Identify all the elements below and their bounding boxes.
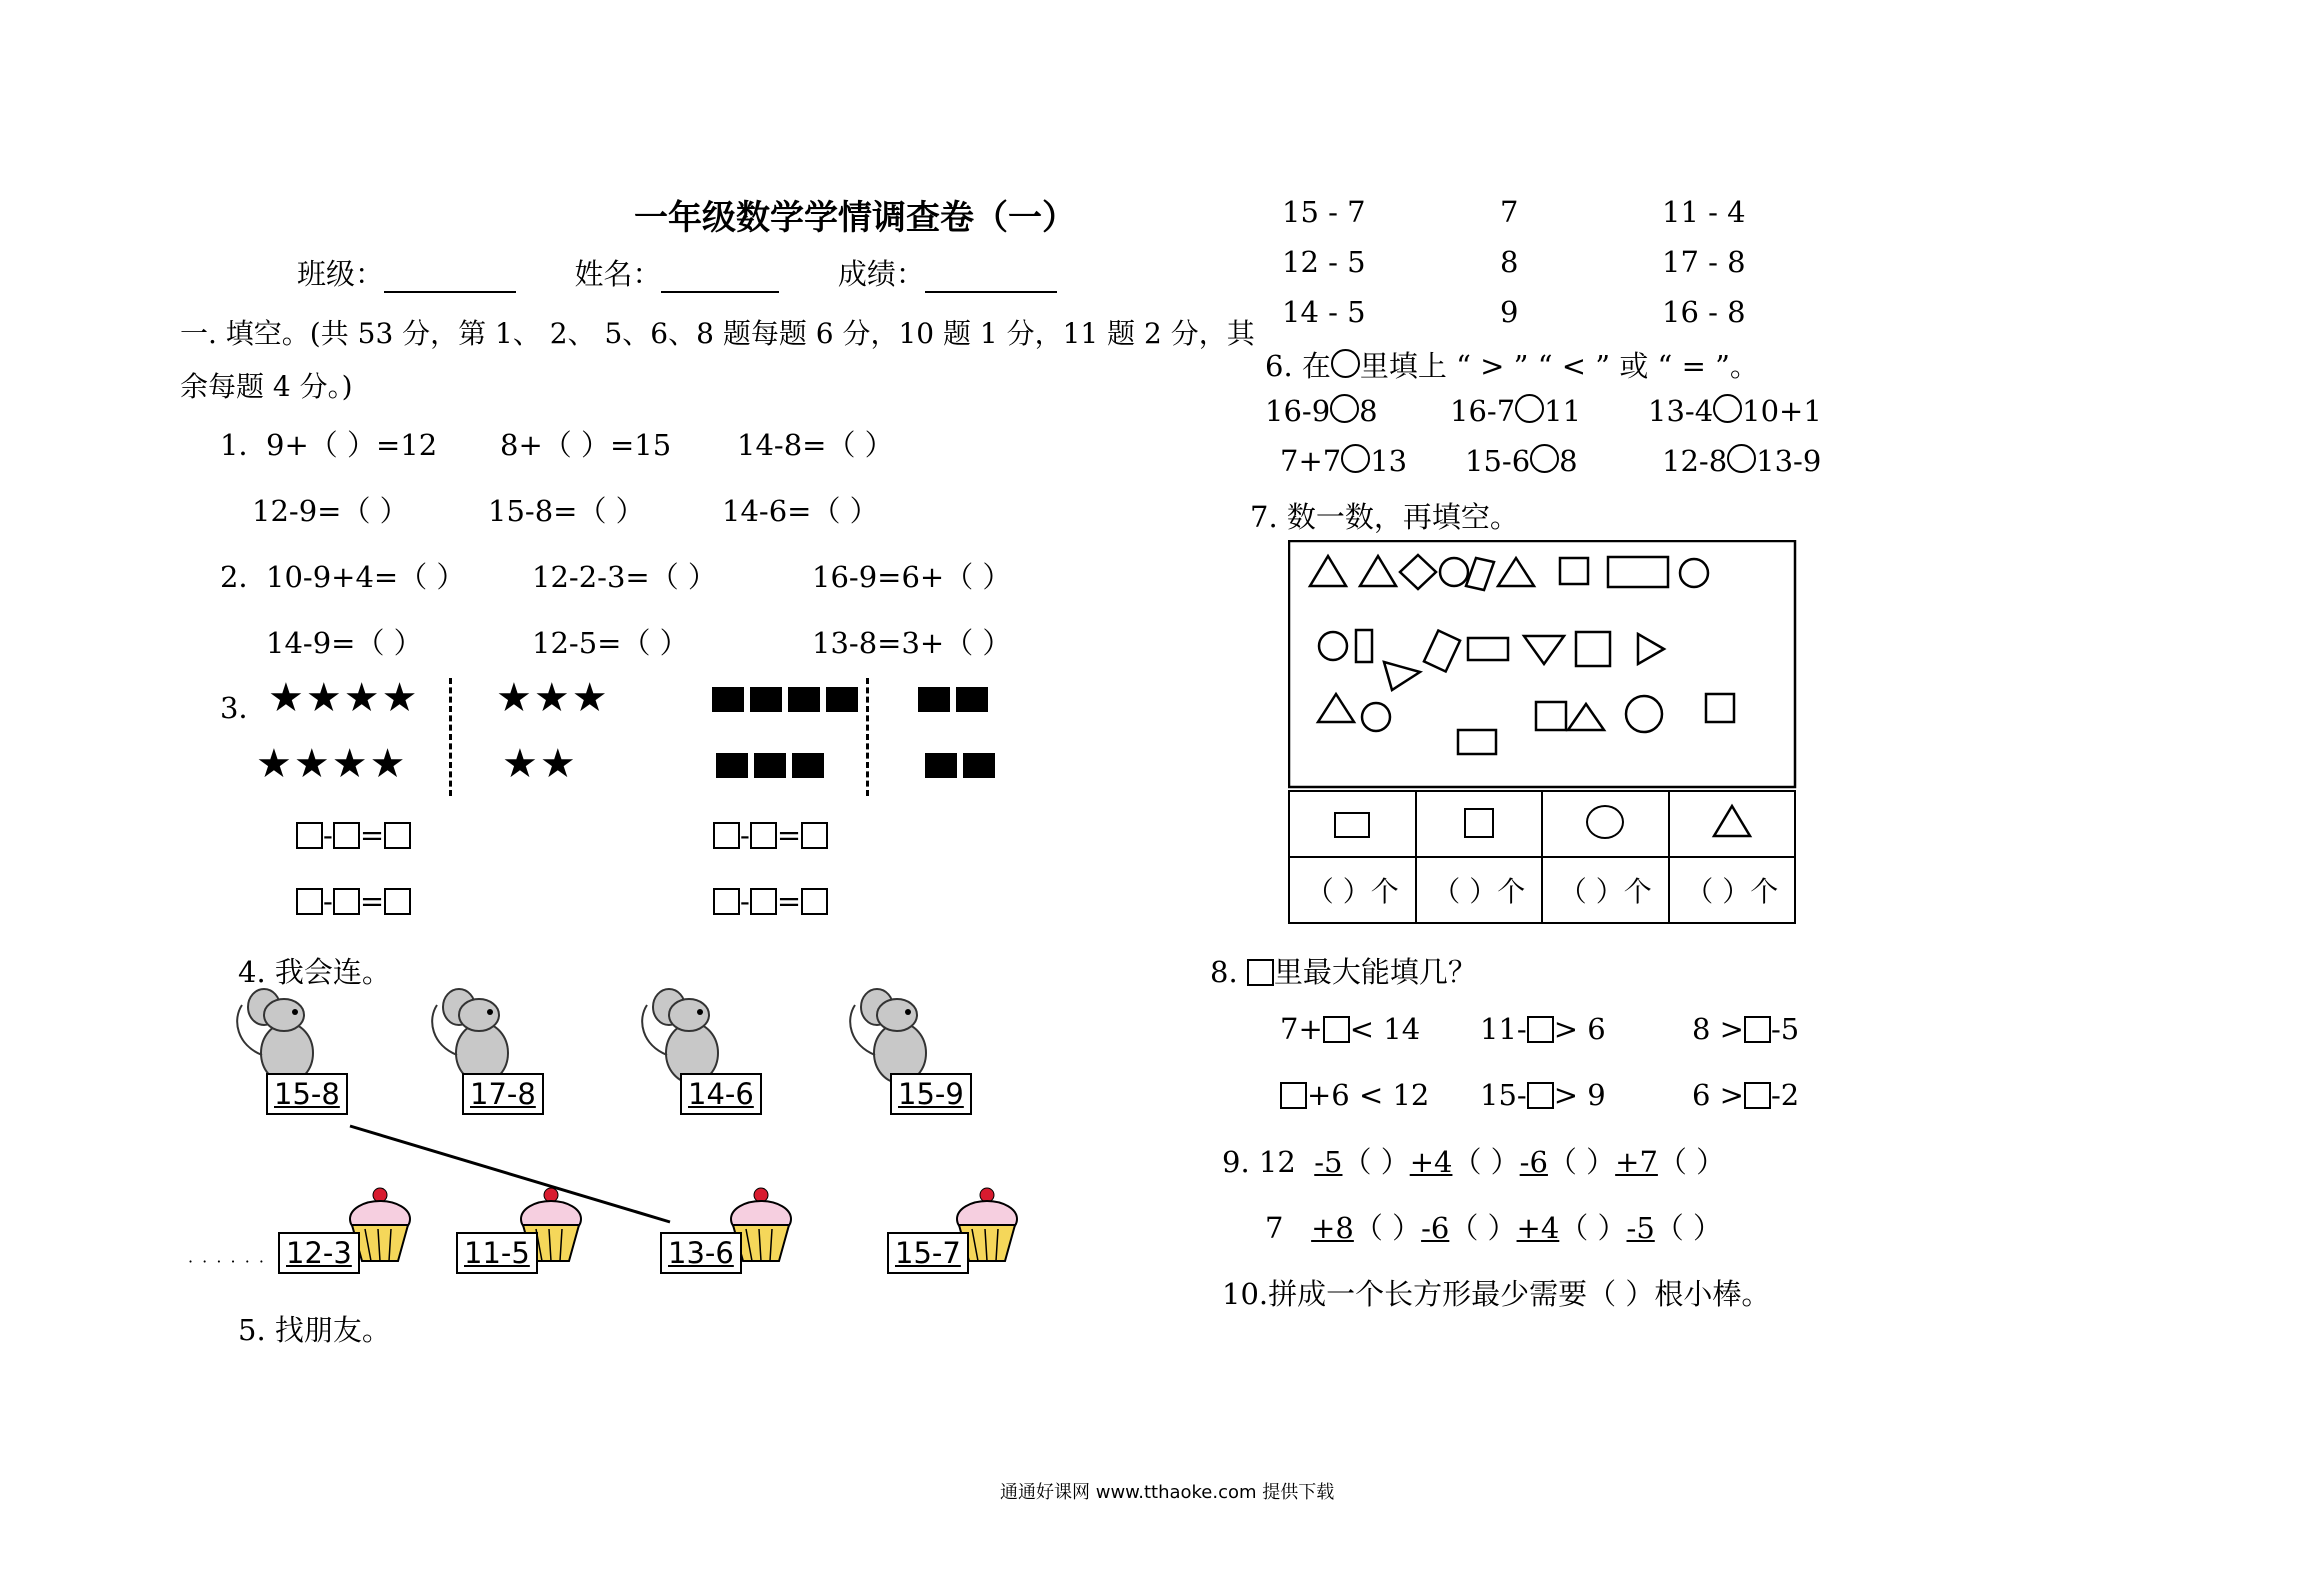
compare-item[interactable]: 12-8 13-9 [1662, 444, 1822, 478]
page-title: 一年级数学学情调查卷（一） [634, 198, 1076, 238]
mouse-label[interactable]: 14-6 [680, 1073, 762, 1115]
q2-item: 10-9+4=（ ） [266, 560, 466, 594]
q1-item: 14-6=（ ） [722, 494, 879, 528]
mouse-label[interactable]: 15-9 [890, 1073, 972, 1115]
friend-item: 15 - 7 [1282, 195, 1366, 229]
triangle-shape [1318, 694, 1354, 722]
divider [449, 678, 452, 796]
friend-item: 17 - 8 [1662, 245, 1746, 279]
triangle-shape [1498, 558, 1534, 586]
circle-icon [1331, 349, 1360, 378]
cupcake-label[interactable]: 15-7 [887, 1232, 969, 1274]
compare-item[interactable]: 13-4 10+1 [1648, 394, 1822, 428]
circle-icon [1586, 805, 1624, 839]
friend-item: 7 [1500, 195, 1519, 229]
section1-heading: 一. 填空。(共 53 分，第 1、 2、 5、6、8 题每题 6 分，10 题 1 分，11 题 2 分，其 [180, 317, 1255, 350]
q2-item: 14-9=（ ） [266, 626, 423, 660]
section1-heading-2: 余每题 4 分。) [180, 370, 353, 403]
score-label: 成绩： [837, 257, 925, 291]
square-group [712, 687, 864, 716]
friend-item: 8 [1500, 245, 1519, 279]
count-table [1288, 790, 1796, 924]
compare-item[interactable]: 15-6 8 [1465, 444, 1578, 478]
q9-chain[interactable]: 7 +8（ ）-6（ ）+4（ ）-5（ ） [1265, 1211, 1722, 1245]
count-cell[interactable]: （ ）个 [1542, 857, 1669, 923]
divider [866, 678, 869, 796]
rectangle-shape [1356, 630, 1372, 662]
friend-item: 16 - 8 [1662, 295, 1746, 329]
equation-boxes[interactable]: - = [296, 884, 411, 918]
mouse-label[interactable]: 17-8 [462, 1073, 544, 1115]
rectangle-shape [1424, 631, 1460, 672]
q1-item: 14-8=（ ） [737, 428, 894, 462]
friend-item: 14 - 5 [1282, 295, 1366, 329]
equation-boxes[interactable]: - = [713, 884, 828, 918]
footer-text: 通通好课网 www.tthaoke.com 提供下载 [1000, 1482, 1335, 1503]
q9-chain[interactable]: 9. 12 -5（ ）+4（ ）-6（ ）+7（ ） [1222, 1145, 1726, 1179]
triangle-icon [1710, 802, 1754, 840]
equation-boxes[interactable]: - = [296, 818, 411, 852]
square-shape [1706, 694, 1734, 722]
square-shape [1576, 632, 1610, 666]
shapes-panel [1288, 540, 1798, 790]
name-label: 姓名： [574, 257, 662, 291]
triangle-shape [1638, 634, 1664, 664]
score-field[interactable] [925, 263, 1057, 293]
diamond-shape [1400, 555, 1436, 589]
star-group: ★★★★ [268, 675, 420, 721]
rectangle-icon [1334, 812, 1370, 838]
count-cell[interactable]: （ ）个 [1669, 857, 1796, 923]
square-group [925, 753, 1001, 782]
q2-item: 12-2-3=（ ） [532, 560, 717, 594]
cupcake-label[interactable]: 11-5 [456, 1232, 538, 1274]
q1-item: 8+（ ）=15 [500, 428, 672, 462]
q5-label: 5. 找朋友。 [238, 1313, 391, 1347]
q7-label: 7. 数一数，再填空。 [1250, 500, 1519, 534]
rectangle-shape [1608, 557, 1668, 587]
q2-item: 16-9=6+（ ） [812, 560, 1012, 594]
compare-item[interactable]: 16-9 8 [1265, 394, 1378, 428]
name-field[interactable] [661, 263, 779, 293]
q4-label: 4. 我会连。 [238, 955, 391, 989]
compare-item[interactable]: 16-7 11 [1450, 394, 1582, 428]
q2-number: 2． [220, 560, 268, 594]
q1-number: 1． [220, 428, 268, 462]
cupcake-label[interactable]: 12-3 [278, 1232, 360, 1274]
q1-item: 12-9=（ ） [252, 494, 409, 528]
q6-label: 6. 在 里填上 “ > ” “ < ” 或 “ = ”。 [1265, 349, 1759, 383]
triangle-shape [1384, 662, 1420, 690]
q1-item: 9+（ ）=12 [266, 428, 438, 462]
q3-number: 3． [220, 691, 268, 725]
circle-shape [1362, 703, 1390, 731]
square-shape [1536, 702, 1566, 730]
fill-item[interactable]: 7+ < 14 [1280, 1012, 1421, 1046]
info-line [297, 252, 1057, 293]
friend-item: 12 - 5 [1282, 245, 1366, 279]
q1-item: 15-8=（ ） [488, 494, 645, 528]
star-group: ★★★★ [256, 741, 408, 787]
parallelogram-shape [1466, 558, 1494, 590]
circle-shape [1626, 696, 1662, 732]
fill-item[interactable]: 11- > 6 [1480, 1012, 1606, 1046]
triangle-shape [1524, 636, 1564, 664]
q2-item: 12-5=（ ） [532, 626, 689, 660]
circle-shape [1440, 558, 1468, 586]
fill-item[interactable]: 15- > 9 [1480, 1078, 1606, 1112]
fill-item[interactable]: 8 > -5 [1692, 1012, 1800, 1046]
count-cell[interactable]: （ ）个 [1289, 857, 1416, 923]
square-shape [1560, 558, 1588, 584]
class-field[interactable] [384, 263, 516, 293]
square-icon [1464, 808, 1494, 838]
q10-text: 10.拼成一个长方形最少需要（ ）根小棒。 [1222, 1277, 1771, 1311]
friend-item: 11 - 4 [1662, 195, 1746, 229]
friend-item: 9 [1500, 295, 1519, 329]
circle-shape [1319, 632, 1347, 660]
count-cell[interactable]: （ ）个 [1416, 857, 1543, 923]
cupcake-label[interactable]: 13-6 [660, 1232, 742, 1274]
star-group: ★★ [502, 741, 578, 787]
q8-label: 8. 里最大能填几？ [1210, 955, 1477, 989]
fill-item[interactable]: 6 > -2 [1692, 1078, 1800, 1112]
star-group: ★★★ [496, 675, 610, 721]
q2-item: 13-8=3+（ ） [812, 626, 1012, 660]
equation-boxes[interactable]: - = [713, 818, 828, 852]
class-label: 班级： [297, 257, 385, 291]
fill-item[interactable]: +6 < 12 [1280, 1078, 1429, 1112]
triangle-shape [1568, 704, 1604, 730]
triangle-shape [1360, 556, 1396, 586]
triangle-shape [1310, 556, 1346, 586]
mouse-label[interactable]: 15-8 [266, 1073, 348, 1115]
square-group [716, 753, 830, 782]
rectangle-shape [1468, 638, 1508, 660]
rectangle-shape [1458, 730, 1496, 754]
circle-shape [1680, 559, 1708, 587]
dots: · · · · · · [188, 1252, 266, 1271]
compare-item[interactable]: 7+7 13 [1280, 444, 1408, 478]
square-group [918, 687, 994, 716]
